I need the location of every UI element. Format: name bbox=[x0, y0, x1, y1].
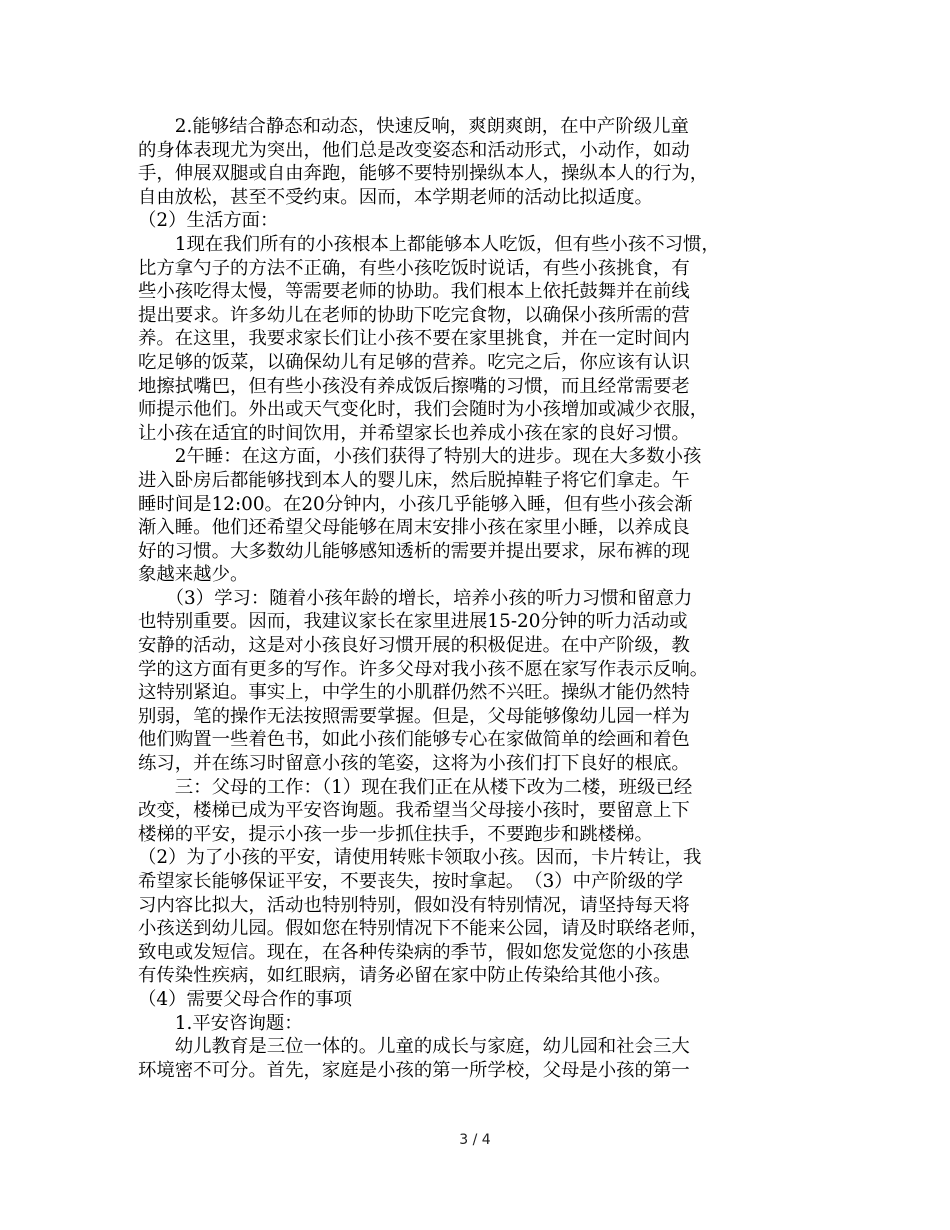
text-line: 安静的活动，这是对小孩良好习惯开展的积极促进。在中产阶级，教 bbox=[138, 635, 690, 657]
text-line: 环境密不可分。首先，家庭是小孩的第一所学校，父母是小孩的第一 bbox=[138, 1059, 690, 1081]
text-line: 些小孩吃得太慢，等需要老师的协助。我们根本上依托鼓舞并在前线 bbox=[138, 281, 690, 303]
text-line: （4）需要父母合作的事项 bbox=[138, 988, 352, 1010]
text-line: 1现在我们所有的小孩根本上都能够本人吃饭，但有些小孩不习惯， bbox=[138, 233, 720, 255]
text-line: （3）学习：随着小孩年龄的增长，培养小孩的听力习惯和留意力 bbox=[138, 587, 693, 609]
text-line: 幼儿教育是三位一体的。儿童的成长与家庭，幼儿园和社会三大 bbox=[138, 1036, 690, 1058]
text-line: 他们购置一些着色书，如此小孩们能够专心在家做简单的绘画和着色 bbox=[138, 729, 690, 751]
text-line: （2）为了小孩的平安，请使用转账卡领取小孩。因而，卡片转让，我 bbox=[138, 847, 702, 869]
text-line: 进入卧房后都能够找到本人的婴儿床，然后脱掉鞋子将它们拿走。午 bbox=[138, 469, 690, 491]
text-line: 希望家长能够保证平安，不要丧失，按时拿起。 （3）中产阶级的学 bbox=[138, 871, 684, 892]
text-line: 2.能够结合静态和动态，快速反响，爽朗爽朗，在中产阶级儿童 bbox=[138, 116, 689, 137]
text-line: 学的这方面有更多的写作。许多父母对我小孩不愿在家写作表示反响。 bbox=[138, 658, 709, 680]
text-line: 师提示他们。外出或天气变化时，我们会随时为小孩增加或减少衣服， bbox=[138, 399, 709, 421]
text-line: 比方拿勺子的方法不正确，有些小孩吃饭时说话，有些小孩挑食，有 bbox=[138, 257, 690, 279]
text-line: 提出要求。许多幼儿在老师的协助下吃完食物，以确保小孩所需的营 bbox=[138, 304, 690, 326]
text-line: 好的习惯。大多数幼儿能够感知透析的需要并提出要求，尿布裤的现 bbox=[138, 540, 690, 562]
text-line: 1.平安咨询题： bbox=[138, 1012, 303, 1034]
text-line: 致电或发短信。现在，在各种传染病的季节，假如您发觉您的小孩患 bbox=[138, 941, 690, 963]
text-line: 自由放松，甚至不受约束。因而，本学期老师的活动比拟适度。 bbox=[138, 186, 653, 208]
text-line: （2）生活方面： bbox=[138, 210, 279, 232]
text-line: 的身体表现尤为突出，他们总是改变姿态和活动形式，小动作，如动 bbox=[138, 139, 690, 161]
text-line: 吃足够的饭菜，以确保幼儿有足够的营养。吃完之后，你应该有认识 bbox=[138, 351, 690, 373]
text-line: 别弱，笔的操作无法按照需要掌握。但是，父母能够像幼儿园一样为 bbox=[138, 705, 690, 727]
text-line: 睡时间是12:00。在20分钟内，小孩几乎能够入睡，但有些小孩会渐 bbox=[138, 493, 693, 515]
text-line: 2午睡：在这方面，小孩们获得了特别大的进步。现在大多数小孩 bbox=[138, 446, 702, 468]
text-line: 让小孩在适宜的时间饮用，并希望家长也养成小孩在家的良好习惯。 bbox=[138, 422, 690, 444]
text-line: 手，伸展双腿或自由奔跑，能够不要特别操纵本人，操纵本人的行为， bbox=[138, 163, 709, 185]
text-line: 习内容比拟大，活动也特别特别，假如没有特别情况，请坚持每天将 bbox=[138, 894, 690, 916]
text-line: 练习，并在练习时留意小孩的笔姿，这将为小孩们打下良好的根底。 bbox=[138, 753, 690, 775]
text-line: 改变，楼梯已成为平安咨询题。我希望当父母接小孩时，要留意上下 bbox=[138, 800, 690, 822]
text-line: 象越来越少。 bbox=[138, 564, 249, 586]
text-line: 三：父母的工作：（1）现在我们正在从楼下改为二楼，班级已经 bbox=[138, 776, 693, 798]
document-body bbox=[138, 115, 828, 1082]
text-line: 养。在这里，我要求家长们让小孩不要在家里挑食，并在一定时间内 bbox=[138, 328, 690, 350]
text-line: 楼梯的平安，提示小孩一步一步抓住扶手，不要跑步和跳楼梯。 bbox=[138, 823, 653, 845]
text-line: 也特别重要。因而，我建议家长在家里进展15-20分钟的听力活动或 bbox=[138, 611, 688, 633]
page-number: 3 / 4 bbox=[459, 1132, 491, 1148]
text-line: 地擦拭嘴巴，但有些小孩没有养成饭后擦嘴的习惯，而且经常需要老 bbox=[138, 375, 690, 397]
text-line: 小孩送到幼儿园。假如您在特别情况下不能来公园，请及时联络老师， bbox=[138, 918, 709, 940]
text-line: 有传染性疾病，如红眼病，请务必留在家中防止传染给其他小孩。 bbox=[138, 965, 672, 987]
text-line: 渐入睡。他们还希望父母能够在周末安排小孩在家里小睡，以养成良 bbox=[138, 517, 690, 539]
text-line: 这特别紧迫。事实上，中学生的小肌群仍然不兴旺。操纵才能仍然特 bbox=[138, 682, 690, 704]
